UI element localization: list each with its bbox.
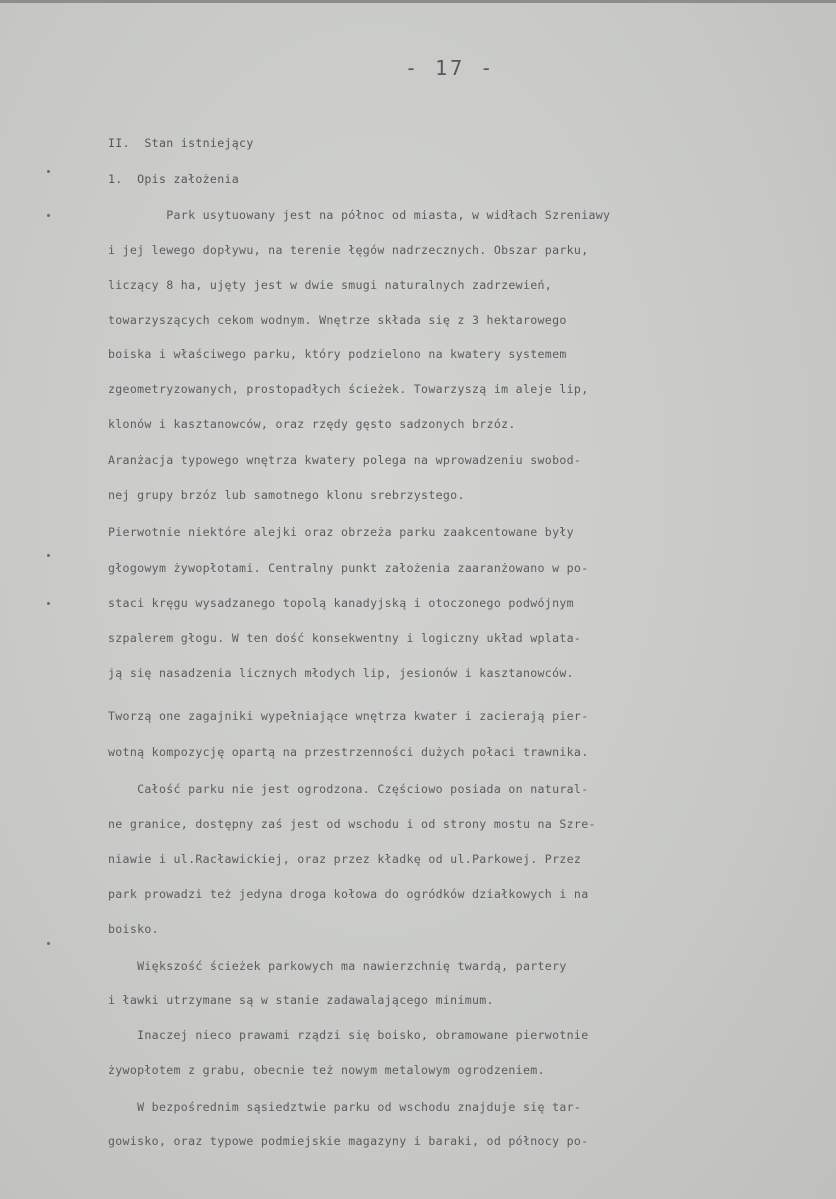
text-line: towarzyszących cekom wodnym. Wnętrze składa się z 3 hektarowego	[108, 313, 567, 327]
text-line: boiska i właściwego parku, który podzielono na kwatery systemem	[108, 347, 567, 361]
margin-hole-mark	[47, 942, 50, 945]
text-line: nej grupy brzóz lub samotnego klonu srebrzystego.	[108, 488, 465, 502]
text-line: park prowadzi też jedyna droga kołowa do ogródków działkowych i na	[108, 887, 589, 901]
margin-hole-mark	[47, 554, 50, 557]
text-line: i ławki utrzymane są w stanie zadawalającego minimum.	[108, 993, 494, 1007]
text-line: gowisko, oraz typowe podmiejskie magazyny i baraki, od północy po-	[108, 1134, 589, 1148]
text-line: Park usytuowany jest na północ od miasta, w widłach Szreniawy	[108, 208, 611, 222]
text-line: ne granice, dostępny zaś jest od wschodu i od strony mostu na Szre-	[108, 817, 596, 831]
page-top-edge	[0, 0, 836, 3]
text-line: klonów i kasztanowców, oraz rzędy gęsto sadzonych brzóz.	[108, 417, 516, 431]
text-line: Inaczej nieco prawami rządzi się boisko, obramowane pierwotnie	[108, 1028, 589, 1042]
text-line: głogowym żywopłotami. Centralny punkt założenia zaaranżowano w po-	[108, 561, 589, 575]
text-line: boisko.	[108, 922, 159, 936]
text-line: staci kręgu wysadzanego topolą kanadyjską i otoczonego podwójnym	[108, 596, 574, 610]
text-line: W bezpośrednim sąsiedztwie parku od wschodu znajduje się tar-	[108, 1100, 582, 1114]
margin-hole-mark	[47, 214, 50, 217]
text-line: Większość ścieżek parkowych ma nawierzchnię twardą, partery	[108, 959, 567, 973]
text-line: Pierwotnie niektóre alejki oraz obrzeża parku zaakcentowane były	[108, 525, 574, 539]
text-line: liczący 8 ha, ujęty jest w dwie smugi naturalnych zadrzewień,	[108, 278, 553, 292]
text-line: szpalerem głogu. W ten dość konsekwentny i logiczny układ wplata-	[108, 631, 582, 645]
text-line: niawie i ul.Racławickiej, oraz przez kładkę od ul.Parkowej. Przez	[108, 852, 582, 866]
subsection-heading: 1. Opis założenia	[108, 172, 240, 186]
text-line: i jej lewego dopływu, na terenie łęgów nadrzecznych. Obszar parku,	[108, 243, 589, 257]
text-line: żywopłotem z grabu, obecnie też nowym metalowym ogrodzeniem.	[108, 1063, 545, 1077]
text-line: wotną kompozycję opartą na przestrzenności dużych połaci trawnika.	[108, 745, 589, 759]
section-heading: II. Stan istniejący	[108, 136, 254, 150]
text-line: Całość parku nie jest ogrodzona. Częściowo posiada on natural-	[108, 782, 589, 796]
text-line: Tworzą one zagajniki wypełniające wnętrza kwater i zacierają pier-	[108, 709, 589, 723]
margin-hole-mark	[47, 170, 50, 173]
text-line: Aranżacja typowego wnętrza kwatery polega na wprowadzeniu swobod-	[108, 453, 582, 467]
page-number: - 17 -	[405, 56, 496, 80]
text-line: zgeometryzowanych, prostopadłych ścieżek. Towarzyszą im aleje lip,	[108, 382, 589, 396]
margin-hole-mark	[47, 602, 50, 605]
text-line: ją się nasadzenia licznych młodych lip, jesionów i kasztanowców.	[108, 666, 574, 680]
